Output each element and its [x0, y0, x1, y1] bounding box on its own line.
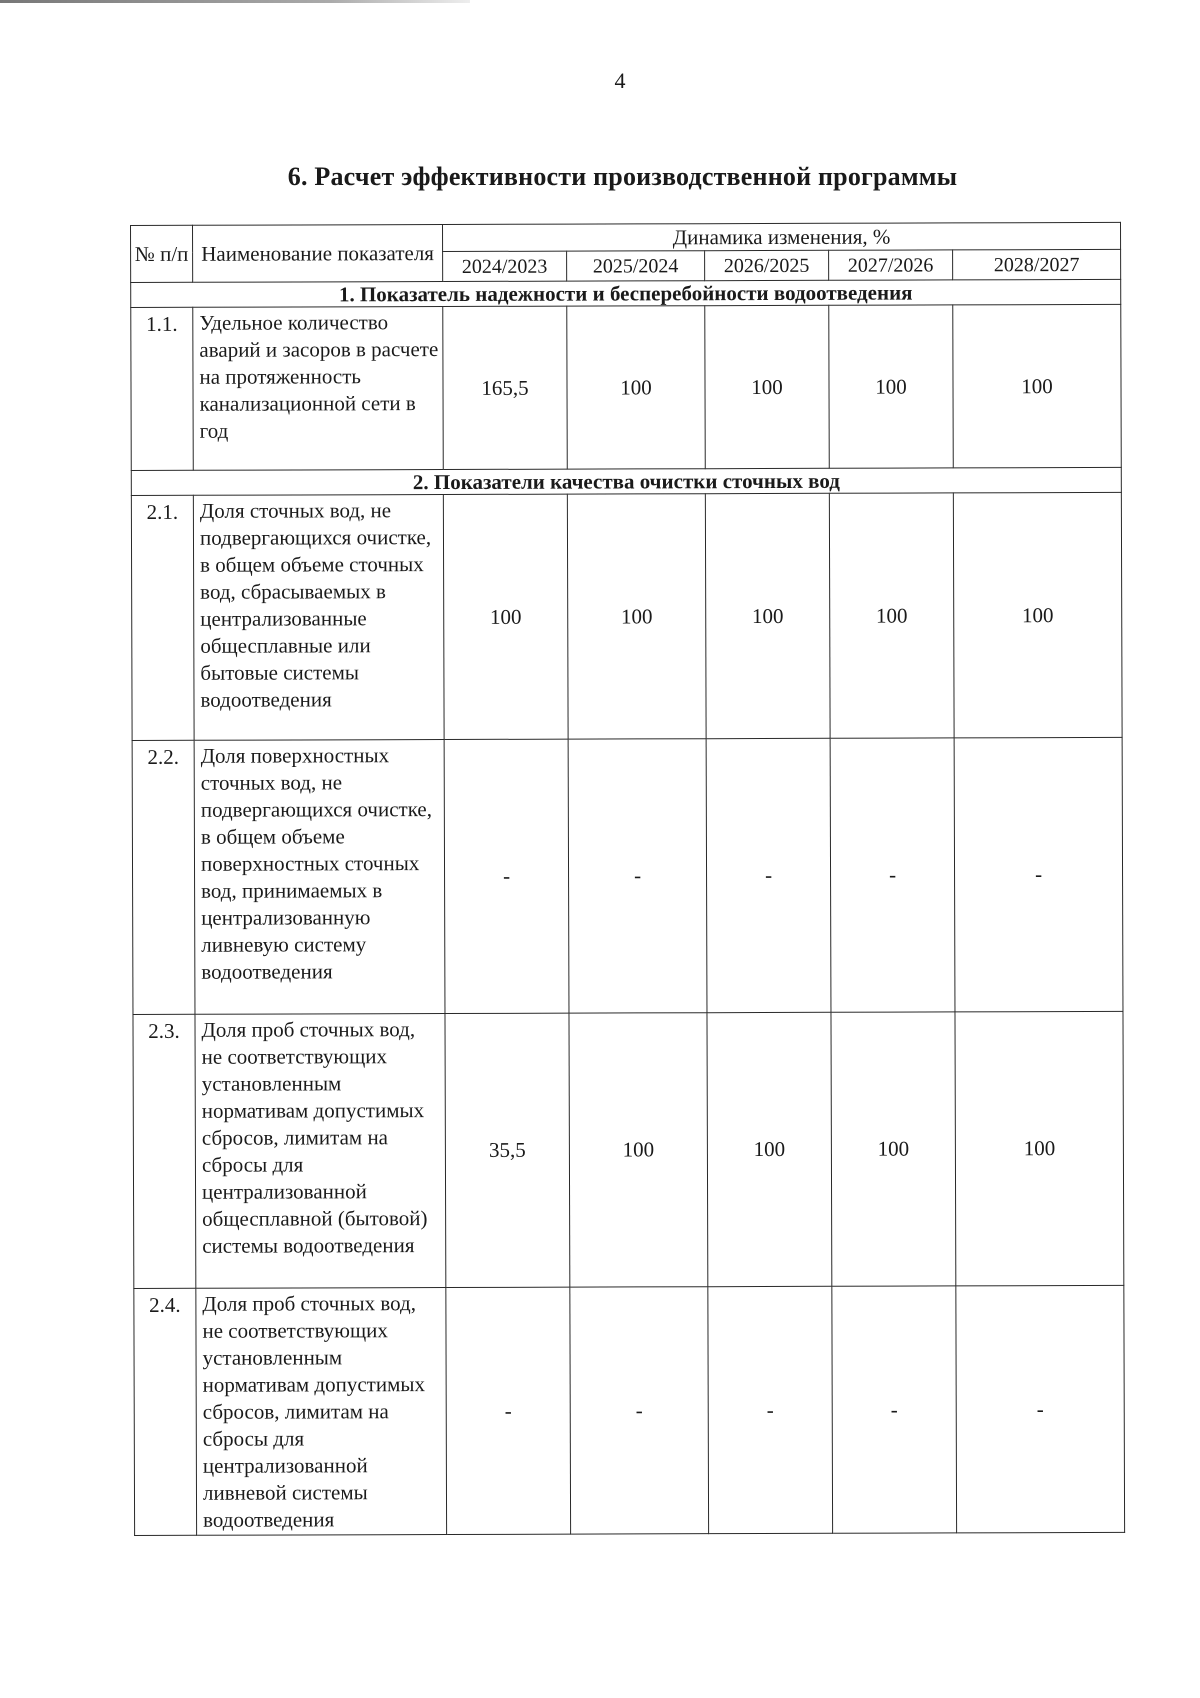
row-number: 2.1.	[131, 495, 194, 740]
dynamics-value: -	[570, 1287, 709, 1534]
dynamics-value: 100	[953, 492, 1122, 738]
dynamics-value: 100	[829, 305, 954, 468]
dynamics-value: -	[954, 737, 1123, 1012]
page-number: 4	[614, 68, 626, 93]
indicator-name: Доля проб сточных вод, не соответствующих установленным нормативам допустимых сбросов, лимитам на сбросы для централизованной общесплавной (бытовой) системы водоотведения	[195, 1014, 446, 1289]
dynamics-value: -	[706, 738, 831, 1012]
scan-edge-artifact	[0, 0, 470, 3]
header-year: 2026/2025	[705, 250, 829, 280]
row-number: 2.2.	[132, 740, 195, 1014]
dynamics-value: 35,5	[445, 1013, 570, 1287]
dynamics-value: 100	[567, 306, 706, 469]
dynamics-value: -	[568, 739, 707, 1013]
dynamics-value: 100	[569, 1013, 708, 1287]
header-name: Наименование показателя	[193, 225, 443, 283]
dynamics-value: -	[708, 1286, 833, 1533]
row-number: 1.1.	[131, 307, 194, 470]
dynamics-value: -	[444, 739, 569, 1013]
indicator-name: Доля поверхностных сточных вод, не подвергающихся очистке, в общем объеме поверхностных сточных вод, принимаемых в централизованную ливневую систему водоотведения	[194, 740, 445, 1015]
indicator-name: Доля проб сточных вод, не соответствующих установленным нормативам допустимых сбросов, лимитам на сбросы для централизованной ливневой системы водоотведения	[196, 1288, 447, 1536]
header-year: 2025/2024	[567, 251, 705, 281]
dynamics-value: -	[830, 738, 955, 1012]
dynamics-value: 100	[955, 1011, 1124, 1286]
dynamics-value: 100	[707, 1012, 832, 1286]
indicators-table-wrapper	[130, 222, 1125, 1536]
section-title: 2. Показатели качества очистки сточных вод	[131, 467, 1121, 495]
dynamics-value: 100	[705, 493, 830, 738]
dynamics-value: 100	[705, 305, 830, 468]
dynamics-value: 100	[443, 494, 568, 739]
header-dynamics: Динамика изменения, %	[443, 222, 1121, 251]
dynamics-value: -	[446, 1287, 571, 1534]
header-year: 2028/2027	[953, 249, 1121, 280]
dynamics-value: 100	[567, 494, 706, 739]
efficiency-table	[130, 222, 1125, 1536]
page-title: 6. Расчет эффективности производственной программы	[287, 162, 958, 191]
section-title: 1. Показатель надежности и бесперебойности водоотведения	[131, 279, 1121, 307]
dynamics-value: 100	[831, 1012, 956, 1286]
dynamics-value: 100	[829, 493, 954, 738]
row-number: 2.4.	[134, 1288, 197, 1535]
indicator-name: Удельное количество аварий и засоров в расчете на протяженность канализационной сети в год	[193, 307, 444, 471]
dynamics-value: -	[832, 1286, 957, 1533]
header-year: 2027/2026	[829, 250, 953, 280]
header-num: № п/п	[131, 225, 193, 282]
dynamics-value: 100	[953, 304, 1122, 468]
header-year: 2024/2023	[443, 251, 567, 281]
row-number: 2.3.	[133, 1014, 196, 1288]
dynamics-value: 165,5	[443, 306, 568, 469]
dynamics-value: -	[956, 1285, 1125, 1533]
indicator-name: Доля сточных вод, не подвергающихся очистке, в общем объеме сточных вод, сбрасываемых в централизованные общесплавные или бытовые системы водоотведения	[193, 495, 444, 741]
